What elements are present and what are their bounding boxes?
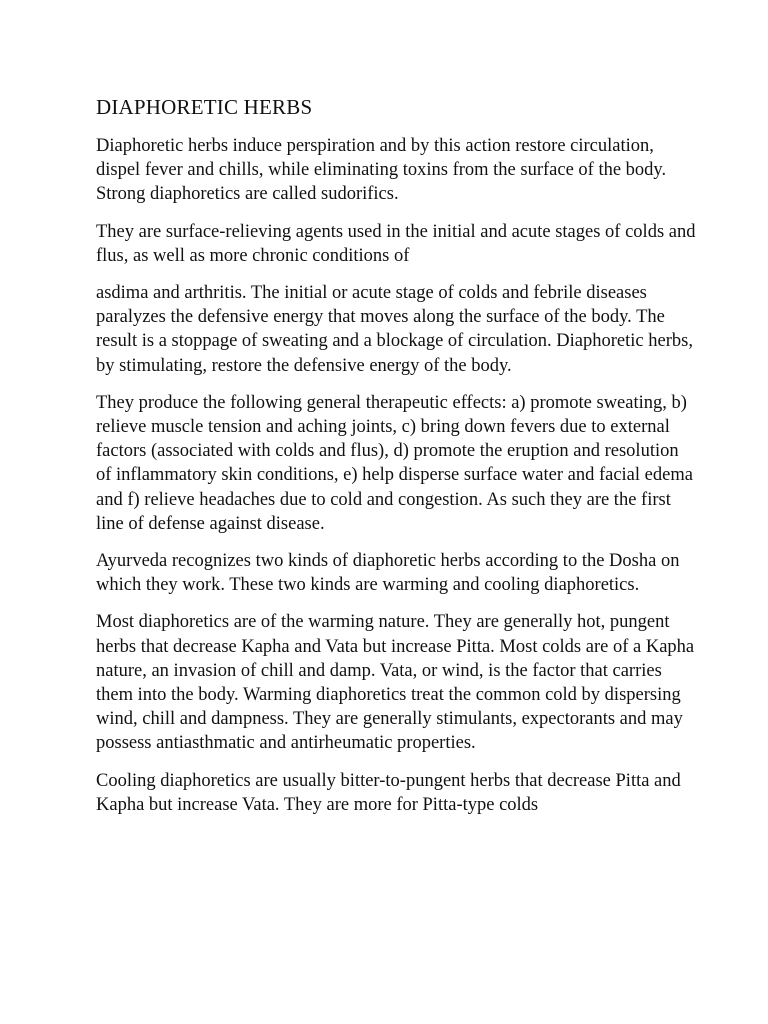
paragraph-cooling-diaphoretics: Cooling diaphoretics are usually bitter-to-pungent herbs that decrease Pitta and Kapha but increase Vata. They are more for Pitta-type colds [96,770,681,815]
paragraph-surface-relieving: They are surface-relieving agents used in the initial and acute stages of colds and flus, as well as more chronic conditions of [96,221,696,266]
document-title: DIAPHORETIC HERBS [96,95,313,119]
paragraph-intro: Diaphoretic herbs induce perspiration and by this action restore circulation, dispel fever and chills, while eliminating toxins from the surface of the body. Strong diaphoretics are called sudorifics. [96,136,667,205]
paragraph-asthma-arthritis: asdima and arthritis. The initial or acute stage of colds and febrile diseases paralyzes the defensive energy that moves along the surface of the body. The result is a stoppage of sweating and a blockage of circulation. Diaphoretic herbs, by stimulating, restore the defensive energy of the body. [96,283,693,376]
paragraph-warming-diaphoretics: Most diaphoretics are of the warming nature. They are generally hot, pungent herbs that decrease Kapha and Vata but increase Pitta. Most colds are of a Kapha nature, an invasion of chill and damp. Vata, or wind, is the factor that carries them into the body. Warming diaphoretics treat the common cold by dispersing wind, chill and dampness. They are generally stimulants, expectorants and may possess antiasthmatic and antirheumatic properties. [96,612,695,754]
paragraph-ayurveda-kinds: Ayurveda recognizes two kinds of diaphoretic herbs according to the Dosha on which they work. These two kinds are warming and cooling diaphoretics. [96,551,680,596]
paragraph-therapeutic-effects: They produce the following general therapeutic effects: a) promote sweating, b) relieve muscle tension and aching joints, c) bring down fevers due to external factors (associated with colds and flus), d) promote the eruption and resolution of inflammatory skin conditions, e) help disperse surface water and facial edema and f) relieve headaches due to cold and congestion. As such they are the first line of defense against disease. [96,392,693,534]
